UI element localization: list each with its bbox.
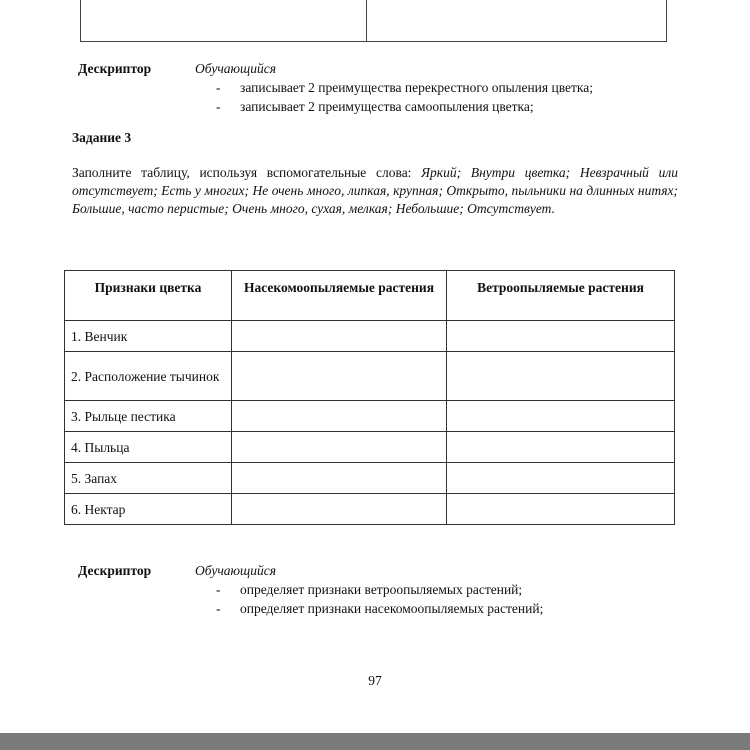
table-row [65, 494, 675, 525]
table-row [65, 352, 675, 401]
wind-cell[interactable] [447, 401, 675, 432]
insect-cell[interactable] [232, 494, 447, 525]
descriptor-learner: Обучающийся [195, 61, 277, 76]
table-row [65, 432, 675, 463]
table-row [65, 463, 675, 494]
header-insect-pollinated: Насекомоопыляемые растения [232, 271, 447, 321]
feature-cell: 5. Запах [65, 463, 232, 494]
page-number: 97 [368, 673, 382, 688]
insect-cell[interactable] [232, 352, 447, 401]
header-wind-pollinated: Ветроопыляемые растения [447, 271, 675, 321]
table-header-row [65, 271, 675, 321]
feature-cell: 3. Рыльце пестика [65, 401, 232, 432]
insect-cell[interactable] [232, 463, 447, 494]
flower-features-table [64, 270, 675, 525]
wind-cell[interactable] [447, 321, 675, 352]
helper-words: Яркий; Внутри цветка; Невзрачный или отсутствует; Есть у многих; Не очень много, липкая, крупная; Открыто, пыльники на длинных нитях; Большие, часто перистые; Очень много, сухая, мелкая; Небольшие; Отсутствует. [72, 165, 679, 216]
header-features: Признаки цветка [65, 271, 232, 321]
feature-cell: 2. Расположение тычинок [65, 352, 232, 401]
feature-cell: 4. Пыльца [65, 432, 232, 463]
descriptor-learner: Обучающийся [195, 563, 277, 578]
insect-cell[interactable] [232, 432, 447, 463]
task-intro: Заполните таблицу, используя вспомогательные слова: [72, 165, 422, 180]
table-column-divider [366, 0, 367, 41]
document-page: Дескриптор Обучающийся - записывает 2 преимущества перекрестного опыления цветка; - записывает 2 преимущества самоопыления цветка; Задание 3 Заполните таблицу, используя вспомогательные слова: Яркий; Внутри цветка; Невзрачный или отсутствует; Есть у многих; Не очень много, липкая, крупная; Открыто, пыльники на длинных нитях; Большие, часто перистые; Очень много, сухая, мелкая; Небольшие; Отсутствует. Признаки цветка Насекомоопыляемые растения Ветроопыляемые растения 1. Венчик 2. Расположение тычинок 3. Рыльце пестика 4. Пыльца 5. Запах 6. Нектар Дескриптор Обучающийся - определяет признаки ветроопыляемых растений; - определяет признаки насекомоопыляемых растений; 97 [0, 0, 750, 733]
feature-cell: 1. Венчик [65, 321, 232, 352]
insect-cell[interactable] [232, 401, 447, 432]
wind-cell[interactable] [447, 494, 675, 525]
wind-cell[interactable] [447, 463, 675, 494]
table-row [65, 321, 675, 352]
task-title: Задание 3 [72, 130, 132, 145]
descriptor-label: Дескриптор [78, 563, 152, 578]
feature-cell: 6. Нектар [65, 494, 232, 525]
previous-table-bottom [80, 0, 667, 42]
task-instructions [72, 164, 678, 218]
wind-cell[interactable] [447, 352, 675, 401]
wind-cell[interactable] [447, 432, 675, 463]
viewer-bottom-bar [0, 733, 750, 750]
descriptor-label: Дескриптор [78, 61, 152, 76]
insect-cell[interactable] [232, 321, 447, 352]
table-row [65, 401, 675, 432]
